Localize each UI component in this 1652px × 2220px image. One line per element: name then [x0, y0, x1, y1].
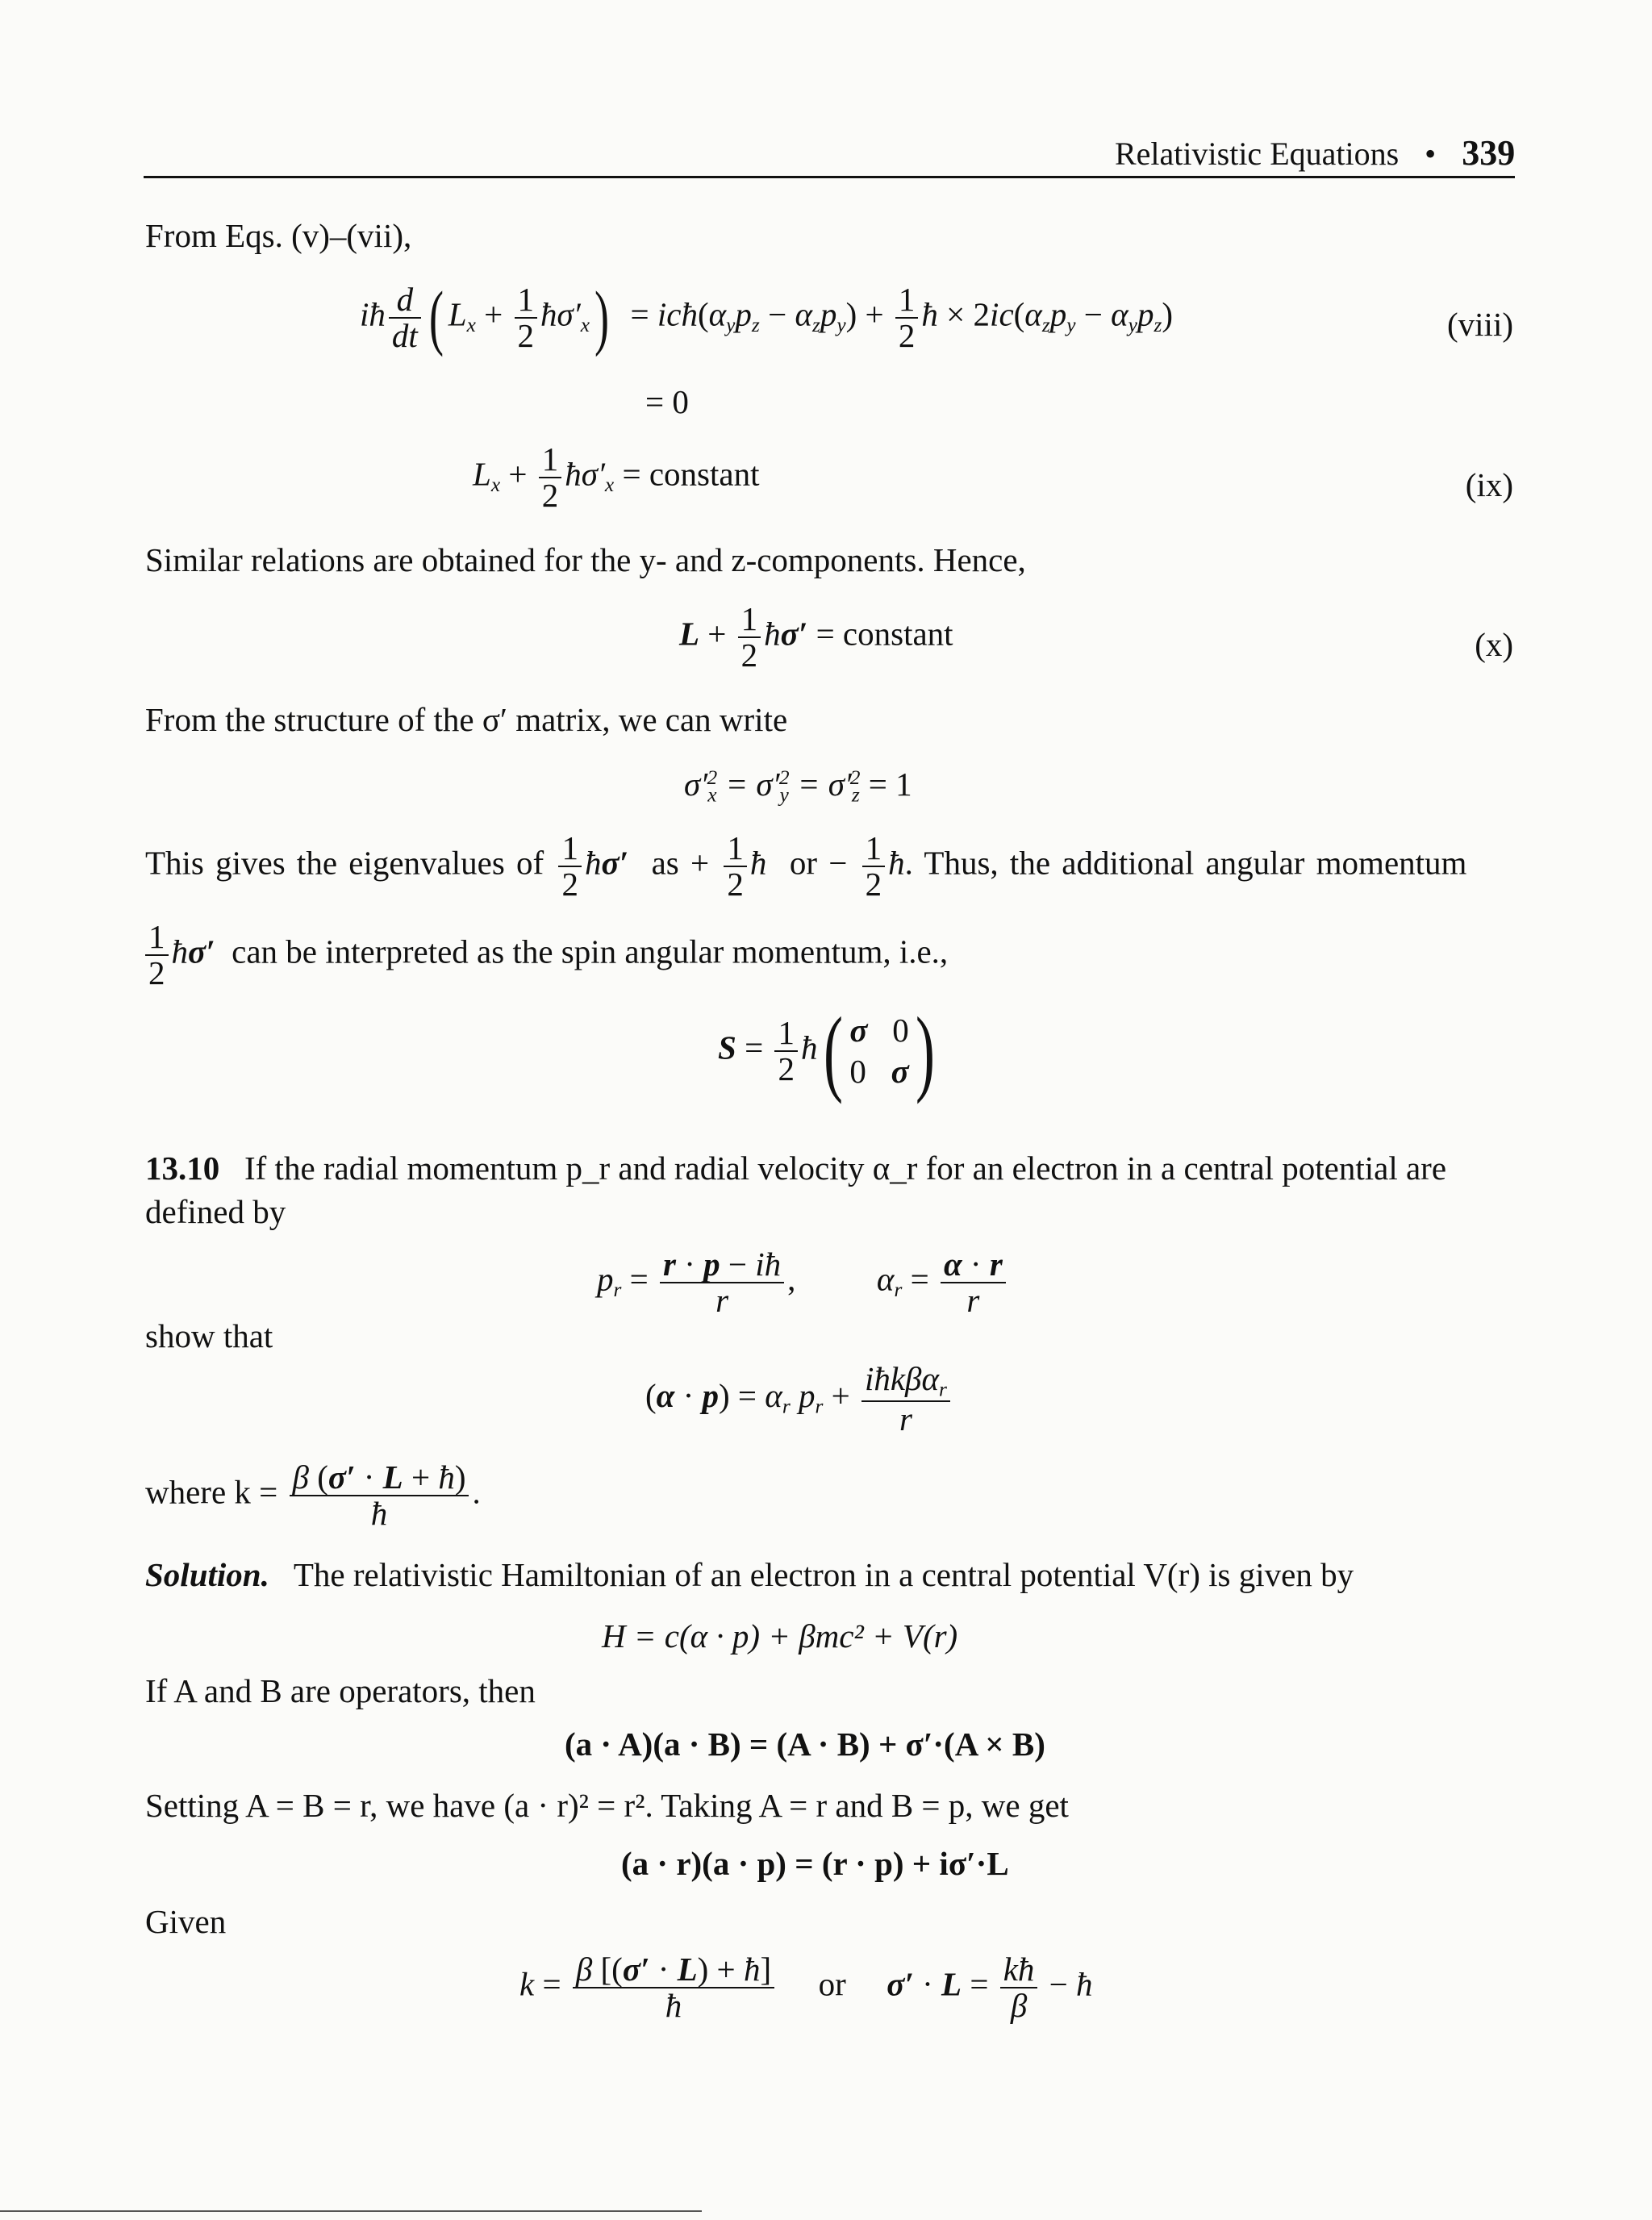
header-bullet: • [1425, 136, 1437, 172]
equation-x: L + $\frac{1}{2}$ ħσ′ = constant [679, 600, 953, 674]
given-text: Given [145, 1903, 227, 1940]
constant-label-x: = constant [816, 615, 953, 653]
ar-ap-equation: (a · r)(a · p) = (r · p) + iσ′·L [621, 1845, 1009, 1882]
equation-viii: iħ $\frac{d}{dt}$ ( $L_x$ + $\frac{1}{2}$ $ħ\sigma'_x$) = $icħ(\alpha_yp_z - \alpha_zp_y)$ + $\frac{1}{2}$ ħ × $2ic(\alpha_zp_y - \alpha_yp_z)$ [360, 278, 1173, 358]
constant-label: = constant [622, 455, 760, 493]
radial-definitions: $p_r$ = $\frac{r \cdot p - iħ}{r}$ , $\alpha_r$ = $\frac{\alpha \cdot r}{r}$ [597, 1247, 1009, 1318]
setting-text: Setting A = B = r, we have (a · r)² = r². Taking A = r and B = p, we get [145, 1787, 1069, 1824]
header-rule [144, 176, 1515, 178]
sigma-squared-equation: $\sigma'_x^2 = \sigma'_y^2 = \sigma'_z^2 = 1$ [684, 766, 912, 807]
hamiltonian-equation: H = c(α · p) + βmc² + V(r) [602, 1617, 958, 1655]
equation-ix: $L_x$ + $\frac{1}{2}$ $ħ\sigma'_x$ = constant [473, 440, 760, 515]
spin-matrix-equation: S = $\frac{1}{2}$ ħ( σ 0 0 σ) [718, 997, 935, 1105]
spin-line: $\frac{1}{2}$ ħσ′ can be interpreted as the spin angular momentum, i.e., [145, 920, 948, 991]
running-header [1115, 133, 1516, 173]
running-title: Relativistic Equations [1115, 136, 1400, 172]
defined-by-text: defined by [145, 1193, 286, 1230]
eq-number-ix: (ix) [1465, 466, 1513, 503]
page-number: 339 [1462, 133, 1516, 173]
similar-relations-text: Similar relations are obtained for the y- and z-components. Hence, [145, 541, 1026, 578]
where-k-definition: where k = $\frac{\beta (\sigma' \cdot L + ħ)}{ħ}$ . [145, 1458, 481, 1533]
operator-identity-equation: (a · A)(a · B) = (A · B) + σ′·(A × B) [565, 1726, 1045, 1763]
solution-line: Solution. The relativistic Hamiltonian of an electron in a central potential V(r) is given by [145, 1556, 1354, 1593]
show-that-text: show that [145, 1317, 273, 1354]
eq-number-x: (x) [1475, 626, 1513, 663]
problem-13-10: 13.10 If the radial momentum p_r and radial velocity α_r for an electron in a central potential are [145, 1150, 1447, 1187]
eq-number-viii: (viii) [1447, 306, 1513, 343]
eigenvalues-line: This gives the eigenvalues of $\frac{1}{2}$ ħσ′ as + $\frac{1}{2}$ ħ or − $\frac{1}{2}$ ħ. Thus, the additional angular momentum [145, 829, 1467, 903]
equation-viii-zero: = 0 [645, 383, 689, 420]
structure-text: From the structure of the σ′ matrix, we can write [145, 701, 788, 738]
solution-label: Solution. [145, 1556, 269, 1593]
alpha-p-equation: $(\alpha \cdot p) = \alpha_r$ $p_r$ + $\frac{iħk\beta\alpha_r}{r}$ [645, 1362, 953, 1437]
k-equation: k = $\frac{\beta [(\sigma' \cdot L) + ħ]}{ħ}$ or σ′ · L = $\frac{kħ}{\beta}$ − ħ [519, 1951, 1093, 2025]
from-eqs-text: From Eqs. (v)–(vii), [145, 217, 412, 254]
problem-number: 13.10 [145, 1150, 220, 1187]
operators-text: If A and B are operators, then [145, 1672, 536, 1709]
bottom-scan-line [0, 2210, 702, 2212]
